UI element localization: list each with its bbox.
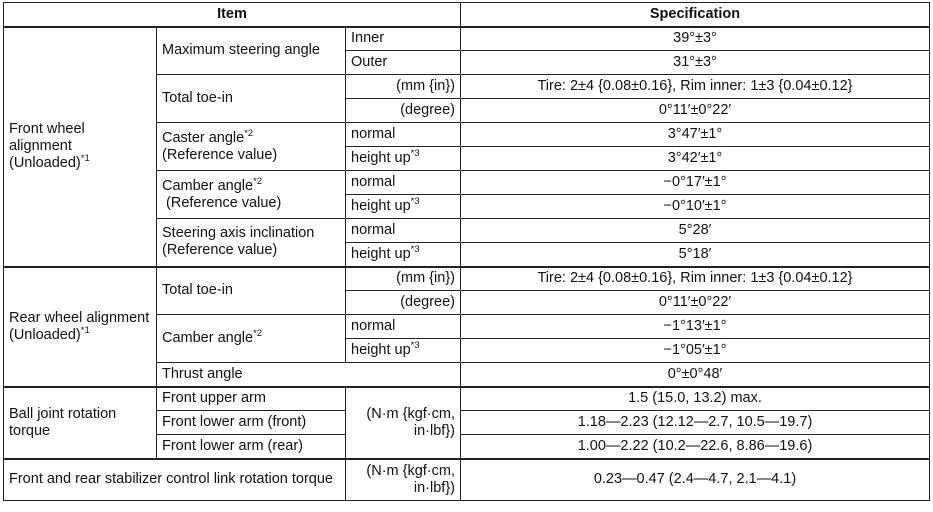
thrust-angle-value: 0°±0°48′: [461, 363, 930, 387]
height-up-label: height $up^{*3}$: [346, 243, 461, 267]
table-row: [4, 387, 930, 411]
front-camber-height-value: −0°10′±1°: [461, 195, 930, 219]
torque-unit: (N·m {kgf·cm, in·lbf}): [346, 387, 461, 459]
normal-label: normal: [346, 171, 461, 195]
front-lower-arm-rear-label: Front lower arm (rear): [157, 435, 346, 459]
stabilizer-label: Front and rear stabilizer control link rotation torque: [4, 459, 346, 501]
front-lower-arm-front-label: Front lower arm (front): [157, 411, 346, 435]
rear-toe-mm-value: Tire: 2±4 {0.08±0.16}, Rim inner: 1±3 {0.04±0.12}: [461, 267, 930, 291]
front-toe-degree-value: 0°11′±0°22′: [461, 99, 930, 123]
normal-label: normal: [346, 315, 461, 339]
item-header: Item: [4, 3, 461, 27]
table-row: [4, 267, 930, 291]
rear-toe-label: Total toe-in: [157, 267, 346, 315]
rear-camber-height-value: −1°05′±1°: [461, 339, 930, 363]
steering-axis-label: Steering axis inclination (Reference value): [157, 219, 346, 267]
outer-label: Outer: [346, 51, 461, 75]
inner-value: 39°±3°: [461, 27, 930, 51]
unit-degree: (degree): [346, 291, 461, 315]
normal-label: normal: [346, 123, 461, 147]
inner-label: Inner: [346, 27, 461, 51]
caster-normal-value: 3°47′±1°: [461, 123, 930, 147]
front-alignment-label: Front wheel alignment (Unloaded)$^{*1}$: [4, 27, 157, 267]
rear-toe-degree-value: 0°11′±0°22′: [461, 291, 930, 315]
unit-degree: (degree): [346, 99, 461, 123]
rear-alignment-label: Rear wheel alignment (Unloaded)$^{*1}$: [4, 267, 157, 387]
axis-normal-value: 5°28′: [461, 219, 930, 243]
caster-label: Caster angle$^{*2}$ (Reference value): [157, 123, 346, 171]
front-lower-arm-rear-value: 1.00—2.22 (10.2—22.6, 8.86—19.6): [461, 435, 930, 459]
front-camber-normal-value: −0°17′±1°: [461, 171, 930, 195]
height-up-label: height $up^{*3}$: [346, 195, 461, 219]
outer-value: 31°±3°: [461, 51, 930, 75]
front-toe-mm-value: Tire: 2±4 {0.08±0.16}, Rim inner: 1±3 {0.04±0.12}: [461, 75, 930, 99]
front-upper-arm-value: 1.5 (15.0, 13.2) max.: [461, 387, 930, 411]
height-up-label: height $up^{*3}$: [346, 147, 461, 171]
front-camber-label: Camber angle$^{*2}$ (Reference value): [157, 171, 346, 219]
caster-height-value: 3°42′±1°: [461, 147, 930, 171]
specification-table: [3, 2, 930, 501]
table-row: [4, 459, 930, 501]
unit-mm: (mm {in}): [346, 267, 461, 291]
unit-mm: (mm {in}): [346, 75, 461, 99]
stabilizer-value: 0.23—0.47 (2.4—4.7, 2.1—4.1): [461, 459, 930, 501]
normal-label: normal: [346, 219, 461, 243]
axis-height-value: 5°18′: [461, 243, 930, 267]
ball-joint-label: Ball joint rotation torque: [4, 387, 157, 459]
rear-camber-label: Camber angle$^{*2}$: [157, 315, 346, 363]
table-row: [4, 27, 930, 51]
front-upper-arm-label: Front upper arm: [157, 387, 346, 411]
torque-unit: (N·m {kgf·cm, in·lbf}): [346, 459, 461, 501]
thrust-angle-label: Thrust angle: [157, 363, 461, 387]
height-up-label: height $up^{*3}$: [346, 339, 461, 363]
specification-header: Specification: [461, 3, 930, 27]
rear-camber-normal-value: −1°13′±1°: [461, 315, 930, 339]
max-steering-angle-label: Maximum steering angle: [157, 27, 346, 75]
front-toe-label: Total toe-in: [157, 75, 346, 123]
header-row: [4, 3, 930, 27]
front-lower-arm-front-value: 1.18—2.23 (12.12—2.7, 10.5—19.7): [461, 411, 930, 435]
